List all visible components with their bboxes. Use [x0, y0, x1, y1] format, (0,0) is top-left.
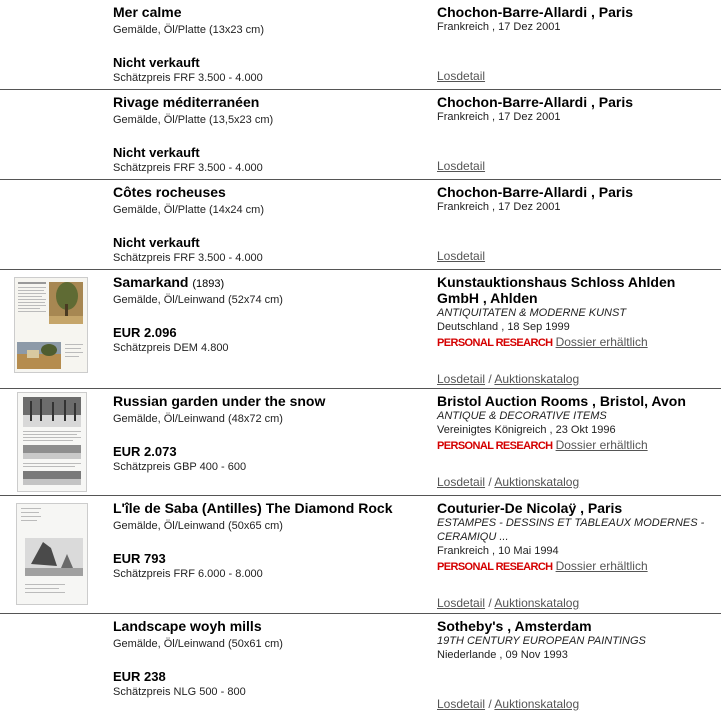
link-separator: / [488, 697, 492, 711]
auction-location-date: Frankreich , 17 Dez 2001 [437, 21, 561, 33]
lot-medium: Gemälde, Öl/Platte (13,5x23 cm) [113, 114, 274, 126]
auction-house: Bristol Auction Rooms , Bristol, Avon [437, 393, 686, 409]
lot-thumbnail[interactable] [14, 277, 88, 373]
lot-links [437, 372, 579, 386]
lot-medium: Gemälde, Öl/Leinwand (50x65 cm) [113, 520, 283, 532]
lot-row [0, 180, 721, 270]
lot-links [437, 69, 485, 83]
lot-links [437, 596, 579, 610]
lot-medium: Gemälde, Öl/Platte (13x23 cm) [113, 24, 265, 36]
auction-location-date: Frankreich , 17 Dez 2001 [437, 111, 561, 123]
lot-row [0, 90, 721, 180]
catalog-page-image [17, 504, 87, 604]
link-separator: / [488, 596, 492, 610]
link-separator: / [488, 475, 492, 489]
lot-row [0, 270, 721, 389]
personal-research-row [437, 559, 717, 575]
losdetail-link[interactable]: Losdetail [437, 475, 486, 489]
lot-estimate: Schätzpreis NLG 500 - 800 [113, 686, 246, 698]
catalog-page-image [15, 278, 87, 372]
dossier-link[interactable]: Dossier erhältlich [555, 559, 648, 573]
lot-result: EUR 238 [113, 669, 166, 684]
personal-research-row [437, 438, 717, 454]
lot-result: Nicht verkauft [113, 235, 200, 250]
auction-house: Sotheby's , Amsterdam [437, 618, 592, 634]
lot-row [0, 614, 721, 711]
lot-estimate: Schätzpreis FRF 3.500 - 4.000 [113, 252, 263, 264]
lot-title[interactable]: Rivage méditerranéen [113, 94, 260, 110]
lot-year: (1893) [192, 278, 225, 290]
auction-catalog-name: ESTAMPES - DESSINS ET TABLEAUX MODERNES - CERAMIQU ... [437, 517, 705, 543]
auktionskatalog-link[interactable]: Auktionskatalog [494, 372, 580, 386]
losdetail-link[interactable]: Losdetail [437, 249, 486, 263]
lot-thumbnail[interactable] [16, 503, 88, 605]
auktionskatalog-link[interactable]: Auktionskatalog [494, 697, 580, 711]
auction-location-date: Niederlande , 09 Nov 1993 [437, 649, 568, 661]
auktionskatalog-link[interactable]: Auktionskatalog [494, 475, 580, 489]
lot-estimate: Schätzpreis DEM 4.800 [113, 342, 229, 354]
auction-house: Chochon-Barre-Allardi , Paris [437, 94, 634, 110]
lot-title[interactable]: Russian garden under the snow [113, 393, 326, 409]
lot-title[interactable]: Samarkand (1893) [113, 274, 225, 290]
auction-house: Chochon-Barre-Allardi , Paris [437, 184, 634, 200]
lot-title[interactable]: L'île de Saba (Antilles) The Diamond Rock [113, 500, 393, 516]
auktionskatalog-link[interactable]: Auktionskatalog [494, 596, 580, 610]
lot-estimate: Schätzpreis FRF 6.000 - 8.000 [113, 568, 263, 580]
lot-title[interactable]: Landscape woyh mills [113, 618, 262, 634]
lot-medium: Gemälde, Öl/Platte (14x24 cm) [113, 204, 265, 216]
lot-links [437, 697, 579, 711]
lot-medium: Gemälde, Öl/Leinwand (50x61 cm) [113, 638, 283, 650]
lot-result: EUR 2.073 [113, 444, 177, 459]
losdetail-link[interactable]: Losdetail [437, 159, 486, 173]
personal-research-badge: PERSONAL RESEARCH [437, 440, 553, 452]
lot-row [0, 496, 721, 613]
catalog-page-image [18, 393, 86, 491]
auction-location-date: Vereinigtes Königreich , 23 Okt 1996 [437, 424, 616, 436]
lot-links [437, 475, 579, 489]
lot-medium: Gemälde, Öl/Leinwand (48x72 cm) [113, 413, 283, 425]
lot-medium: Gemälde, Öl/Leinwand (52x74 cm) [113, 294, 283, 306]
auction-location-date: Frankreich , 17 Dez 2001 [437, 201, 561, 213]
auction-location-date: Deutschland , 18 Sep 1999 [437, 321, 570, 333]
auction-catalog-name: ANTIQUITATEN & MODERNE KUNST [437, 307, 627, 319]
lot-row [0, 389, 721, 496]
auction-house: Chochon-Barre-Allardi , Paris [437, 4, 634, 20]
dossier-link[interactable]: Dossier erhältlich [555, 335, 648, 349]
auction-location-date: Frankreich , 10 Mai 1994 [437, 545, 559, 557]
auction-house: Kunstauktionshaus Schloss Ahlden GmbH , Ahlden [437, 274, 676, 306]
lot-result: Nicht verkauft [113, 55, 200, 70]
lot-estimate: Schätzpreis GBP 400 - 600 [113, 461, 247, 473]
auction-catalog-name: ANTIQUE & DECORATIVE ITEMS [437, 410, 607, 422]
lot-estimate: Schätzpreis FRF 3.500 - 4.000 [113, 162, 263, 174]
lot-title[interactable]: Mer calme [113, 4, 182, 20]
lot-estimate: Schätzpreis FRF 3.500 - 4.000 [113, 72, 263, 84]
personal-research-badge: PERSONAL RESEARCH [437, 561, 553, 573]
lot-links [437, 249, 485, 263]
losdetail-link[interactable]: Losdetail [437, 69, 486, 83]
lot-links [437, 159, 485, 173]
losdetail-link[interactable]: Losdetail [437, 697, 486, 711]
auction-catalog-name: 19TH CENTURY EUROPEAN PAINTINGS [437, 635, 646, 647]
lot-row [0, 0, 721, 90]
losdetail-link[interactable]: Losdetail [437, 596, 486, 610]
lot-result: EUR 793 [113, 551, 166, 566]
auction-house: Couturier-De Nicolaÿ , Paris [437, 500, 623, 516]
lot-result: Nicht verkauft [113, 145, 200, 160]
losdetail-link[interactable]: Losdetail [437, 372, 486, 386]
link-separator: / [488, 372, 492, 386]
dossier-link[interactable]: Dossier erhältlich [555, 438, 648, 452]
lot-thumbnail[interactable] [17, 392, 87, 492]
lot-title[interactable]: Côtes rocheuses [113, 184, 226, 200]
personal-research-row [437, 335, 717, 351]
lot-result: EUR 2.096 [113, 325, 177, 340]
personal-research-badge: PERSONAL RESEARCH [437, 337, 553, 349]
